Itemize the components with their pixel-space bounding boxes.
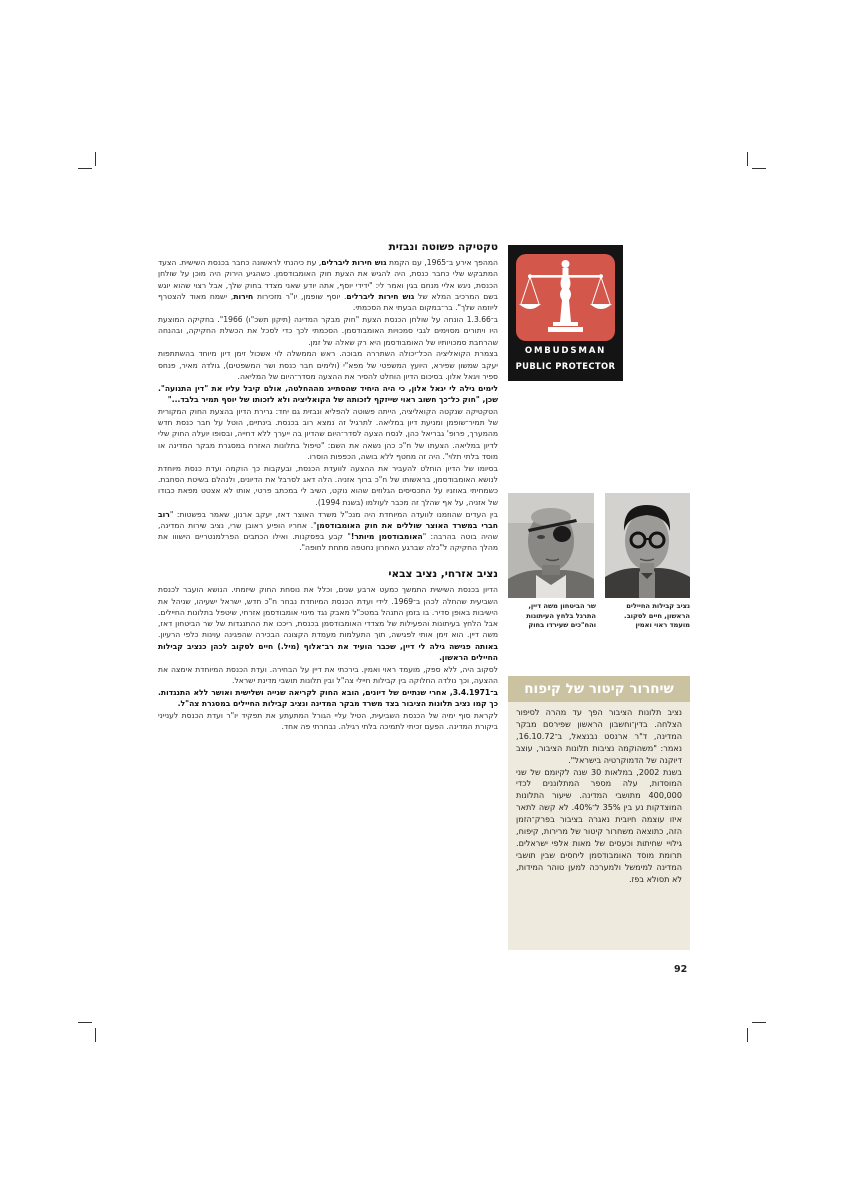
text-run: לסקוב היה, ללא ספק, מועמד ראוי ואמין. בירכתי את דיין על הבחירה. ועדת הכנסת המיוחדת אימצה את ההצעה, וכך נולדה החלוקה בין קבילות חיילי צה"ל ובין תלונות תושבי מדינת ישראל.: [158, 664, 498, 686]
crop-mark: [752, 1022, 766, 1023]
crop-mark: [752, 168, 766, 169]
bold-text-run: גוש חירות ליברלים: [346, 291, 415, 301]
article-main-column: [158, 240, 498, 733]
body-paragraph: [158, 406, 498, 462]
sidebar-paragraph: בשנת 2002, במלאות 30 שנה לקיומם של שני המוסדות, עלה מספר המתלוננים לכדי 400,000 מתושבי המדינה. שיעור התלונות המוצדקות נע בין 35% ל־40%. לא קשה לתאר איזו עוצמה חיובית נאגרה בציבור בפרק־הזמן הזה, כתוצאה משחרור קיטור של מרירות, קיפוח, גילויי שחיתות וכעסים של מאות אלפי ישראלים. תרומת מוסד האומבודסמן ליחסים שבין תושבי המדינה למימשל ולמערכה למען טוהר המידות, לא תסולא בפז.: [516, 766, 682, 884]
portrait-photo-chaim-laskov: [605, 493, 690, 598]
bold-text-run: באותה פגישה גילה לי דיין, שכבר הועיד את רב־אלוף (מיל.) חיים לסקוב לכהן כנציב קבילות החיילים הראשון.: [158, 641, 498, 662]
scales-of-justice-icon: [516, 254, 615, 341]
photo-caption-laskov: נציב קבילות החיילים הראשון, חיים לסקוב. מועמד ראוי ואמין: [624, 602, 690, 630]
sidebar-title: שיחרור קיטור של קיפוח: [508, 676, 690, 702]
crop-mark: [78, 1022, 92, 1023]
text-run: , עת כיהנתי לראשונה כחבר בכנסת השישית. הצעד המתבקש שלי כחבר כנסת, היה להגיש את הצעת חוק האומבודסמן. כשהגיע הירוק היה מוכן על שולחן הכנסת, ניגש אליי מנחם בגין ואמר לי: "ידידי יוסף, אתה יודע שאני מצדד בחוק שלך, אבל רצוי שהוא יוגש בשם המרכיב המלא של: [158, 258, 498, 301]
sidebar-box: [508, 676, 690, 950]
crop-mark: [95, 152, 96, 166]
text-run: לקראת סוף ימיה של הכנסת השביעית, הטיל עליי הגורל המתעתע את תפקיד יו"ר ועדת הכנסת לענייני ביקורת המדינה. הפעם זכיתי לתמיכה בלתי רגילה. נבחרתי פה אחד.: [158, 710, 498, 732]
bold-text-run: האומבודסמן מיותר!: [350, 532, 423, 542]
logo-text-ombudsman: OMBUDSMAN: [524, 346, 607, 356]
text-run: בסיומו של הדיון הוחלט להעביר את ההצעה לוועדת הכנסת, ובעקבות כך הוקמה ועדת כנסת מיוחדת לנושא האומבודסמן, בראשותו של ח"כ ברוך אזניה. הלה דאג לסרבל את הדיונים, ולנהלם בשיטת הסחבת. כשמחיתי באוזניו על התכסיסים הגלוזים שהוא נוקט, השיב לי במכתב פרטי, אותו לא אצטט מפאת כבודו של אזניה, על אף שהלך זה מכבר לעולמו (בשנת 1994).: [158, 463, 498, 507]
text-run: בצמרת הקואליציה הכל־יכולה השתררה מבוכה. ראש הממשלה לוי אשכול זימן דיון מיוחד בהשתתפות יעקב שמשון שפירא, היועץ המשפטי של מפא"י (ולימים חבר כנסת ושר המשפטים), גולדה מאיר, פנחס ספיר ויגאל אלון. בסיכום הדיון הוחלט להסיר את ההצעה מסדר־היום של המליאה.: [158, 349, 498, 381]
section-heading-simple-tactics: טקטיקה פשוטה ונבזית: [388, 241, 498, 253]
body-paragraph: [158, 383, 498, 406]
body-paragraph: [158, 687, 498, 710]
text-run: " קבע בפסקנות. ואילו הכתבים הפרלמנטריים הישווו את מהלך החקיקה ל"כלה שברגע האחרון נחטפה מתחת לחופה".: [158, 532, 498, 553]
portrait-photo-moshe-dayan: [508, 493, 594, 598]
text-run: , ישמח מאוד להצטרף ליוזמה שלך". בר־במקום הבעתי את הסכמתי.: [158, 291, 498, 313]
bold-text-run: לימים גילה לי יגאל אלון, כי היה היחיד שהסתייג מההחלטה, אולם קיבל עליו את "דין התנועה". שכן, "חוק כל־כך חשוב ראוי שייזקף לזכותה של הקואליציה ולא לזכותו של יוסף תמיר בלבד...": [158, 383, 498, 405]
page-number: 92: [674, 964, 688, 975]
body-paragraph: [158, 509, 498, 554]
bold-text-run: גוש חירות ליברלים: [321, 258, 387, 267]
sidebar-body: [516, 707, 682, 886]
logo-text-public-protector: PUBLIC PROTECTOR: [515, 361, 616, 371]
bold-text-run: ב־3.4.1971, אחרי שנתיים של דיונים, הובא החוק לקריאה שנייה ושלישית ואושר ללא התנגדות. כך קמו נציב תלונות הציבור בצד משרד מבקר המדינה ונציב קבילות החיילים במסגרת צה"ל.: [158, 687, 498, 709]
body-paragraph: [158, 314, 498, 348]
crop-mark: [747, 1028, 748, 1042]
section-body: [158, 584, 498, 732]
ombudsman-logo: [508, 245, 623, 381]
body-paragraph: [158, 463, 498, 508]
body-paragraph: [158, 348, 498, 382]
photo-caption-dayan: שר הביטחון משה דיין, התרגל בלחץ העיתונות והח"כים שעירדו בחוק: [526, 602, 596, 630]
text-run: . יוסף שופמן, יו"ר מזכירות: [253, 291, 347, 301]
body-paragraph: [158, 257, 498, 313]
text-run: הטקטיקה שנקטה הקואליציה, הייתה פשוטה להפליא ונבזית גם יחד: גרירת הדיון בהצעת החוק המקורית של תמיר־שופמן ומניעת דיון במליאה. לתרגיל זה נמצא רוב בכנסת. בינתיים, הוטל על חבר כנסת חדש מהמערך, פרופ' גבריאל כהן, לנסח הצעה לסדר־היום שהדיון בה ייערך ללא דחייה, ובסופו יועלה החוק שלי לדיון במליאה. הצעתו של ח"כ כהן נשאה את השם: "טיפול בתלונות האזרח במסגרת מבקר המדינה או מוסד בלתי תלוי". היה זה מחטף ללא בושה, הכפפות הוסרו.: [158, 406, 498, 462]
text-run: בין העדים שהוזמנו לוועדה המיוחדת היה מנכ"ל משרד האוצר דאז, יעקב ארנון, שאמר בפשטות: ": [169, 509, 498, 519]
body-paragraph: [158, 584, 498, 663]
crop-mark: [78, 168, 92, 169]
text-run: ". אחריו הופיע ראובן שרי, נציב שירות המדינה, שהיה בוטה בהרבה: ": [158, 520, 498, 542]
text-run: הדיון בכנסת השישית התמשך כמעט ארבע שנים, וכלל את נוסחת החוק שיזמתי. הנושא הועבר לכנסת השביעית שהחלה לכהן ב־1969. לידי ועדת הכנסת המיוחדת נבחר ח"כ חדש, ישראל ישעיהו, שניהל את הישיבות באופן סדיר. בו בזמן התנהל במטכ"ל מאבק נגד מינוי אומבודסמן אזרחי, שיטפל בתלונות החיילים. אבל הלחץ בעיתונות והפעילות של מצדדי האומבודסמן בכנסת, ריככו את ההתנגדות של שר הביטחון דאז, משה דיין. הוא זימן אותי לפגישה, תוך התעלמות מעמדת הקצונה הבכירה שהפגינה עוינות כלפי הרעיון.: [158, 585, 498, 640]
text-run: המהפך אירע ב־1965, עם הקמת: [386, 258, 498, 267]
text-run: ב־1.3.66 הונחה על שולחן הכנסת הצעת "חוק מבקר המדינה (תיקון תשכ"ו) 1966". בחקיקה המוצעת היו ויתורים מסוימים לגבי סמכויות האומבודסמן. הסכמתי לכך כדי לסכל את הכשלת החקיקה, ובהנחה שהרחבת סמכויותיו של האומבודסמן היא רק שאלה של זמן.: [158, 314, 498, 347]
sidebar-paragraph: נציב תלונות הציבור הפך עד מהרה לסיפור הצלחה. בדין־וחשבון הראשון שפירסם מבקר המדינה, ד"ר ארנסט נבנצאל, ב־16.10.72, נאמר: "משהוקמה נציבות תלונות הציבור, עוצב דיוקנה של הדמוקרטיה בישראל".: [516, 707, 682, 765]
bold-text-run: רוב חברי במשרד האוצר שוללים את חוק האומבודסמן: [158, 509, 498, 530]
bold-text-run: חירות: [233, 291, 254, 301]
section-heading-civil-military: נציב אזרחי, נציב צבאי: [388, 568, 498, 581]
crop-mark: [747, 152, 748, 166]
body-paragraph: [158, 664, 498, 687]
section-body: [158, 257, 498, 554]
body-paragraph: [158, 710, 498, 733]
crop-mark: [95, 1028, 96, 1042]
